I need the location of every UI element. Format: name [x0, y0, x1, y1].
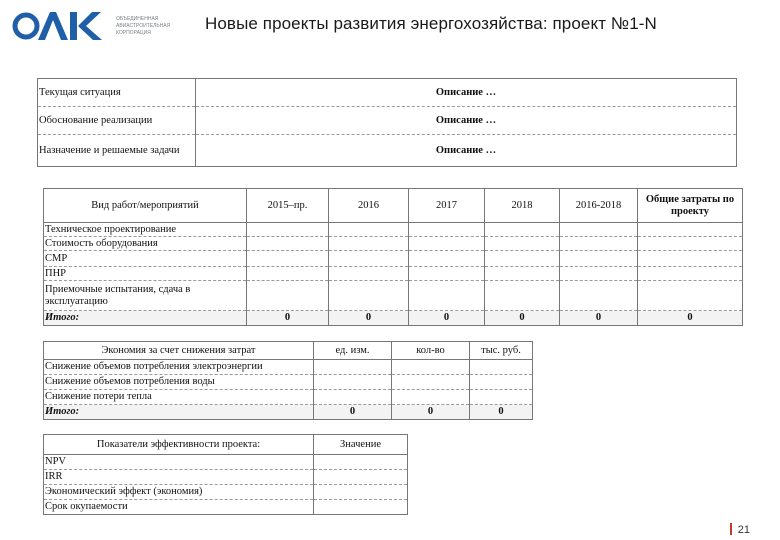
page-number	[730, 523, 750, 536]
page-number-text: 21	[737, 524, 750, 536]
efficiency-row-label: NPV	[44, 455, 314, 470]
savings-row-label: Снижение объемов потребления электроэнергии	[44, 360, 314, 375]
savings-table	[43, 341, 533, 420]
works-col-header: 2016-2018	[560, 189, 638, 223]
works-row-label: Стоимость оборудования	[44, 237, 247, 251]
desc-value: Описание …	[196, 135, 737, 167]
efficiency-row-label: Экономический эффект (экономия)	[44, 485, 314, 500]
table-row	[44, 237, 743, 251]
savings-col-header: тыс. руб.	[470, 342, 533, 360]
page-marker	[730, 523, 732, 535]
savings-total-value: 0	[392, 405, 470, 420]
desc-row	[38, 79, 737, 107]
savings-row-label: Снижение потери тепла	[44, 390, 314, 405]
works-row-label: Техническое проектирование	[44, 223, 247, 237]
table-row	[44, 375, 533, 390]
works-total-value: 0	[638, 311, 743, 326]
table-row	[44, 390, 533, 405]
slide-header	[0, 0, 780, 56]
table-row	[44, 223, 743, 237]
page-title: Новые проекты развития энергохозяйства: проект №1-N	[205, 14, 657, 33]
table-row	[44, 500, 408, 515]
efficiency-header-row	[44, 435, 408, 455]
savings-col-header: кол-во	[392, 342, 470, 360]
desc-label: Текущая ситуация	[38, 79, 196, 107]
works-col-header: 2017	[409, 189, 485, 223]
savings-col-header: ед. изм.	[314, 342, 392, 360]
desc-value: Описание …	[196, 79, 737, 107]
savings-col-header: Экономия за счет снижения затрат	[44, 342, 314, 360]
desc-label: Назначение и решаемые задачи	[38, 135, 196, 167]
savings-total-label: Итого:	[44, 405, 314, 420]
works-total-value: 0	[560, 311, 638, 326]
works-header-row	[44, 189, 743, 223]
desc-row	[38, 107, 737, 135]
works-col-header: 2016	[329, 189, 409, 223]
table-row	[44, 251, 743, 267]
works-total-value: 0	[247, 311, 329, 326]
savings-total-row	[44, 405, 533, 420]
table-row	[44, 281, 743, 311]
efficiency-row-label: IRR	[44, 470, 314, 485]
works-col-header: Общие затраты по проекту	[638, 189, 743, 223]
works-col-header: 2015–пр.	[247, 189, 329, 223]
works-total-value: 0	[485, 311, 560, 326]
table-row	[44, 267, 743, 281]
savings-header-row	[44, 342, 533, 360]
works-col-header: Вид работ/мероприятий	[44, 189, 247, 223]
uac-logo-icon	[12, 10, 112, 42]
table-row	[44, 485, 408, 500]
works-total-value: 0	[329, 311, 409, 326]
desc-label: Обоснование реализации	[38, 107, 196, 135]
works-col-header: 2018	[485, 189, 560, 223]
table-row	[44, 470, 408, 485]
table-row	[44, 360, 533, 375]
works-row-label: Приемочные испытания, сдача в эксплуатацию	[44, 281, 247, 311]
works-row-label: СМР	[44, 251, 247, 267]
efficiency-col-header: Показатели эффективности проекта:	[44, 435, 314, 455]
works-table	[43, 188, 743, 326]
desc-value: Описание …	[196, 107, 737, 135]
logo-caption: ОБЪЕДИНЕННАЯ АВИАСТРОИТЕЛЬНАЯ КОРПОРАЦИЯ	[116, 16, 171, 36]
efficiency-col-header: Значение	[314, 435, 408, 455]
works-total-label: Итого:	[44, 311, 247, 326]
works-total-value: 0	[409, 311, 485, 326]
table-row	[44, 455, 408, 470]
savings-total-value: 0	[470, 405, 533, 420]
desc-row	[38, 135, 737, 167]
savings-row-label: Снижение объемов потребления воды	[44, 375, 314, 390]
savings-total-value: 0	[314, 405, 392, 420]
description-table	[37, 78, 737, 167]
works-total-row	[44, 311, 743, 326]
works-row-label: ПНР	[44, 267, 247, 281]
uac-logo	[12, 8, 192, 44]
efficiency-row-label: Срок окупаемости	[44, 500, 314, 515]
efficiency-table	[43, 434, 408, 515]
